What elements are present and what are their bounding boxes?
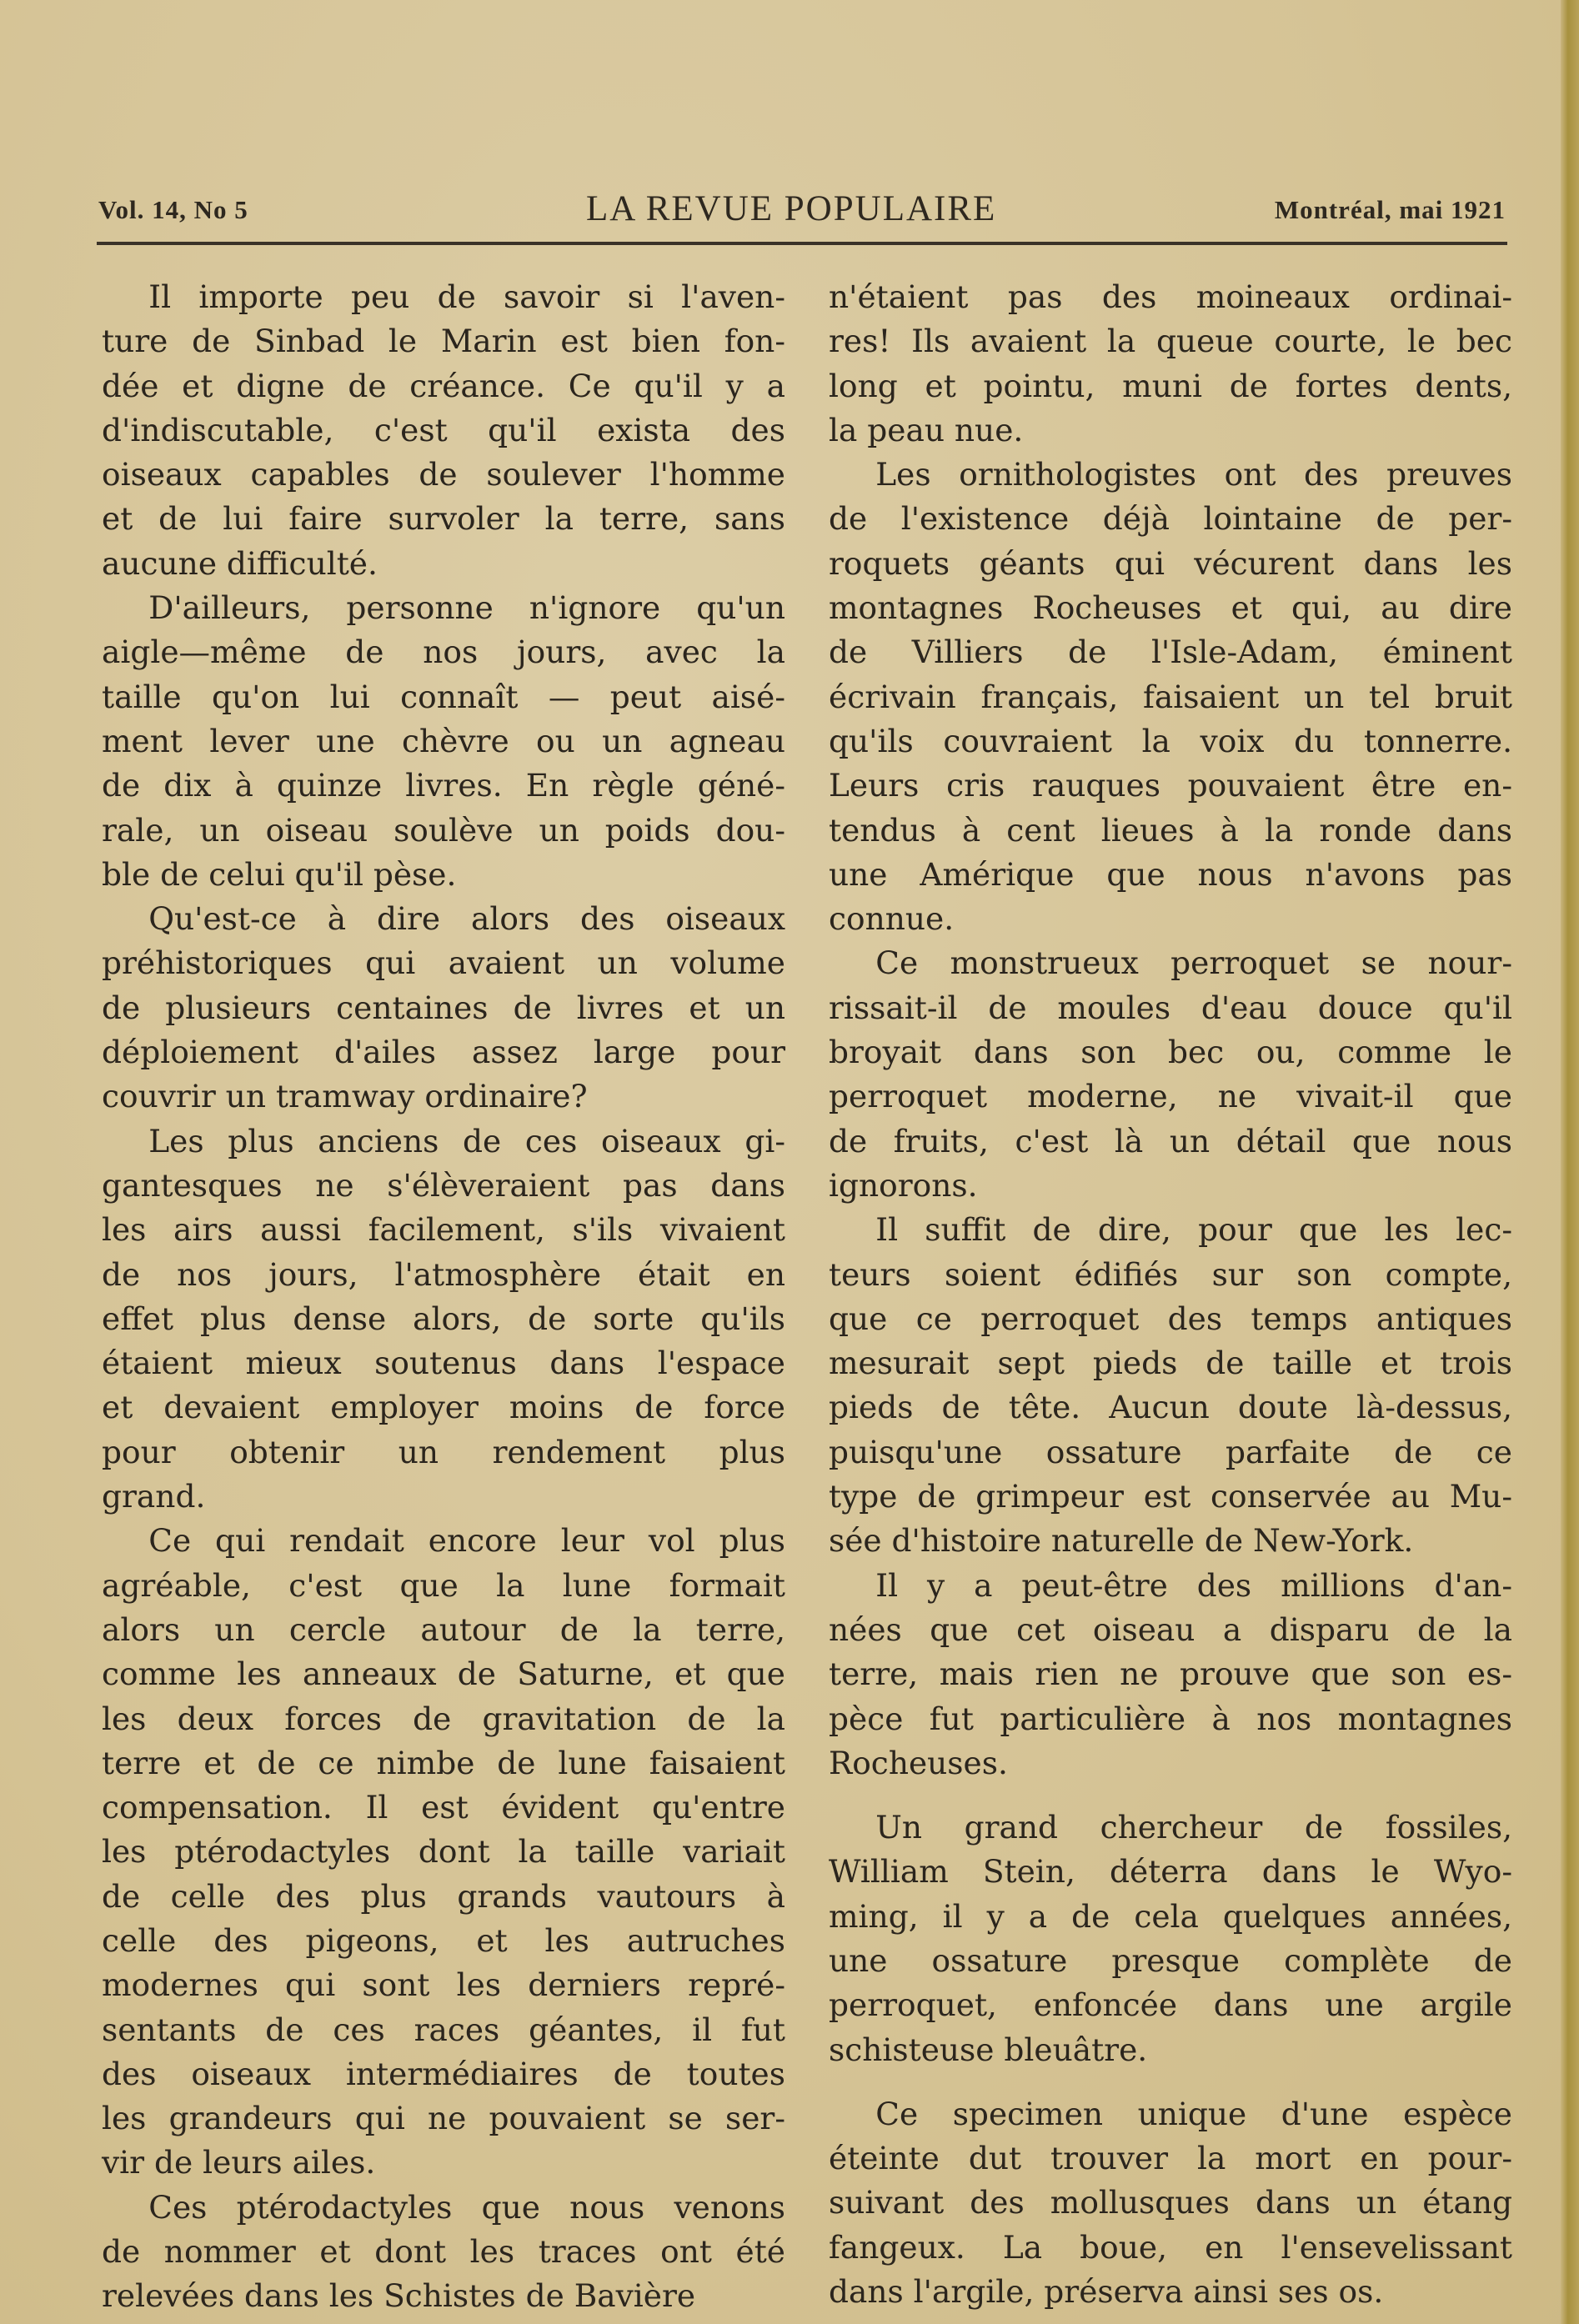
text-line: une ossature presque complète de	[829, 1941, 1512, 1979]
text-line: Ce qui rendait encore leur vol plus	[102, 1522, 785, 1560]
text-line: rale, un oiseau soulève un poids dou-	[102, 811, 785, 849]
text-line: éteinte dut trouver la mort en pour-	[829, 2140, 1512, 2177]
text-line: aigle—même de nos jours, avec la	[102, 634, 785, 671]
text-line: de nommer et dont les traces ont été	[102, 2233, 785, 2271]
text-line: ignorons.	[829, 1166, 978, 1204]
text-line: roquets géants qui vécurent dans les	[829, 544, 1512, 582]
text-line: connue.	[829, 900, 955, 938]
text-line: dée et digne de créance. Ce qu'il y a	[102, 367, 785, 404]
paragraph	[829, 1806, 1512, 2072]
text-line: long et pointu, muni de fortes dents,	[829, 367, 1512, 404]
right-column	[829, 275, 1512, 2314]
text-line: broyait dans son bec ou, comme le	[829, 1034, 1512, 1071]
text-line: montagnes Rocheuses et qui, au dire	[829, 589, 1512, 627]
text-line: que ce perroquet des temps antiques	[829, 1300, 1512, 1337]
text-line: res! Ils avaient la queue courte, le bec	[829, 323, 1512, 360]
text-line: Il y a peut-être des millions d'an-	[829, 1566, 1512, 1604]
text-line: Qu'est-ce à dire alors des oiseaux	[102, 900, 785, 938]
text-line: dans l'argile, préserva ainsi ses os.	[829, 2273, 1384, 2311]
text-line: effet plus dense alors, de sorte qu'ils	[102, 1300, 785, 1337]
text-line: alors un cercle autour de la terre,	[102, 1610, 785, 1648]
text-line: et devaient employer moins de force	[102, 1389, 785, 1426]
text-line: écrivain français, faisaient un tel bruit	[829, 678, 1512, 715]
left-column	[102, 275, 785, 2319]
text-line: les ptérodactyles dont la taille variait	[102, 1833, 785, 1871]
text-line: ment lever une chèvre ou un agneau	[102, 722, 785, 759]
text-line: comme les anneaux de Saturne, et que	[102, 1655, 785, 1693]
text-line: terre, mais rien ne prouve que son es-	[829, 1655, 1512, 1693]
text-line: de nos jours, l'atmosphère était en	[102, 1255, 785, 1293]
paragraph-gap	[829, 2072, 1512, 2092]
paragraph	[102, 2186, 785, 2319]
paragraph	[829, 275, 1512, 453]
text-line: Ces ptérodactyles que nous venons	[102, 2188, 785, 2226]
text-line: Ce monstrueux perroquet se nour-	[829, 944, 1512, 982]
text-line: et de lui faire survoler la terre, sans	[102, 500, 785, 538]
text-line: les grandeurs qui ne pouvaient se ser-	[102, 2100, 785, 2137]
text-line: William Stein, déterra dans le Wyo-	[829, 1853, 1512, 1891]
text-line: vir de leurs ailes.	[102, 2144, 376, 2181]
publication-title: LA REVUE POPULAIRE	[586, 189, 997, 228]
text-line: ming, il y a de cela quelques années,	[829, 1897, 1512, 1935]
paragraph	[102, 275, 785, 586]
text-line: de celle des plus grands vautours à	[102, 1877, 785, 1915]
paragraph	[829, 941, 1512, 1208]
text-line: pour obtenir un rendement plus	[102, 1433, 785, 1470]
text-line: mesurait sept pieds de taille et trois	[829, 1345, 1512, 1382]
text-line: nées que cet oiseau a disparu de la	[829, 1610, 1512, 1648]
text-line: Les ornithologistes ont des preuves	[829, 456, 1512, 493]
text-line: Rocheuses.	[829, 1744, 1008, 1781]
text-line: Leurs cris rauques pouvaient être en-	[829, 767, 1512, 804]
paragraph-gap	[829, 1786, 1512, 1806]
text-line: de plusieurs centaines de livres et un	[102, 989, 785, 1026]
paragraph	[102, 586, 785, 897]
text-line: puisqu'une ossature parfaite de ce	[829, 1433, 1512, 1470]
text-line: taille qu'on lui connaît — peut aisé-	[102, 678, 785, 715]
paragraph	[102, 897, 785, 1119]
issue-date: Montréal, mai 1921	[1274, 195, 1506, 224]
text-line: grand.	[102, 1478, 206, 1515]
text-line: schisteuse bleuâtre.	[829, 2031, 1148, 2068]
text-line: Un grand chercheur de fossiles,	[829, 1809, 1512, 1846]
text-line: qu'ils couvraient la voix du tonnerre.	[829, 722, 1512, 759]
paragraph	[829, 1564, 1512, 1786]
volume-number: Vol. 14, No 5	[98, 195, 248, 224]
text-line: celle des pigeons, et les autruches	[102, 1921, 785, 1959]
text-line: des oiseaux intermédiaires de toutes	[102, 2055, 785, 2092]
text-line: type de grimpeur est conservée au Mu-	[829, 1478, 1512, 1515]
paragraph	[102, 1519, 785, 2185]
text-line: la peau nue.	[829, 411, 1024, 448]
text-line: sentants de ces races géantes, il fut	[102, 2011, 785, 2048]
text-line: de Villiers de l'Isle-Adam, éminent	[829, 634, 1512, 671]
text-line: n'étaient pas des moineaux ordinai-	[829, 278, 1512, 315]
paragraph	[829, 1208, 1512, 1563]
text-line: de fruits, c'est là un détail que nous	[829, 1122, 1512, 1159]
text-line: déploiement d'ailes assez large pour	[102, 1034, 785, 1071]
text-line: modernes qui sont les derniers repré-	[102, 1966, 785, 2004]
text-line: gantesques ne s'élèveraient pas dans	[102, 1166, 785, 1204]
paragraph	[102, 1119, 785, 1520]
text-line: Il suffit de dire, pour que les lec-	[829, 1211, 1512, 1249]
text-line: couvrir un tramway ordinaire?	[102, 1078, 588, 1115]
text-line: compensation. Il est évident qu'entre	[102, 1789, 785, 1826]
text-line: de dix à quinze livres. En règle géné-	[102, 767, 785, 804]
text-line: perroquet, enfoncée dans une argile	[829, 1986, 1512, 2024]
text-line: préhistoriques qui avaient un volume	[102, 944, 785, 982]
text-line: d'indiscutable, c'est qu'il exista des	[102, 411, 785, 448]
text-line: agréable, c'est que la lune formait	[102, 1566, 785, 1604]
text-line: relevées dans les Schistes de Bavière	[102, 2277, 696, 2315]
header-rule	[97, 242, 1507, 245]
paragraph	[829, 453, 1512, 941]
text-line: fangeux. La boue, en l'ensevelissant	[829, 2228, 1512, 2266]
text-line: pieds de tête. Aucun doute là-dessus,	[829, 1389, 1512, 1426]
text-line: sée d'histoire naturelle de New-York.	[829, 1522, 1414, 1560]
text-line: ture de Sinbad le Marin est bien fon-	[102, 323, 785, 360]
text-line: pèce fut particulière à nos montagnes	[829, 1700, 1512, 1737]
text-line: Il importe peu de savoir si l'aven-	[102, 278, 785, 315]
text-line: Les plus anciens de ces oiseaux gi-	[102, 1122, 785, 1159]
text-line: les deux forces de gravitation de la	[102, 1700, 785, 1737]
text-line: terre et de ce nimbe de lune faisaient	[102, 1744, 785, 1781]
text-line: aucune difficulté.	[102, 544, 378, 582]
text-line: oiseaux capables de soulever l'homme	[102, 456, 785, 493]
text-line: les airs aussi facilement, s'ils vivaient	[102, 1211, 785, 1249]
text-line: teurs soient édifiés sur son compte,	[829, 1255, 1512, 1293]
text-line: tendus à cent lieues à la ronde dans	[829, 811, 1512, 849]
text-line: de l'existence déjà lointaine de per-	[829, 500, 1512, 538]
text-line: rissait-il de moules d'eau douce qu'il	[829, 989, 1512, 1026]
text-line: une Amérique que nous n'avons pas	[829, 855, 1512, 893]
running-header	[98, 188, 1506, 238]
text-line: suivant des mollusques dans un étang	[829, 2184, 1512, 2221]
text-line: étaient mieux soutenus dans l'espace	[102, 1345, 785, 1382]
text-line: Ce specimen unique d'une espèce	[829, 2095, 1512, 2132]
text-line: D'ailleurs, personne n'ignore qu'un	[102, 589, 785, 627]
page-edge	[1561, 0, 1579, 2324]
text-line: perroquet moderne, ne vivait-il que	[829, 1078, 1512, 1115]
text-line: ble de celui qu'il pèse.	[102, 855, 457, 893]
paragraph	[829, 2092, 1512, 2314]
